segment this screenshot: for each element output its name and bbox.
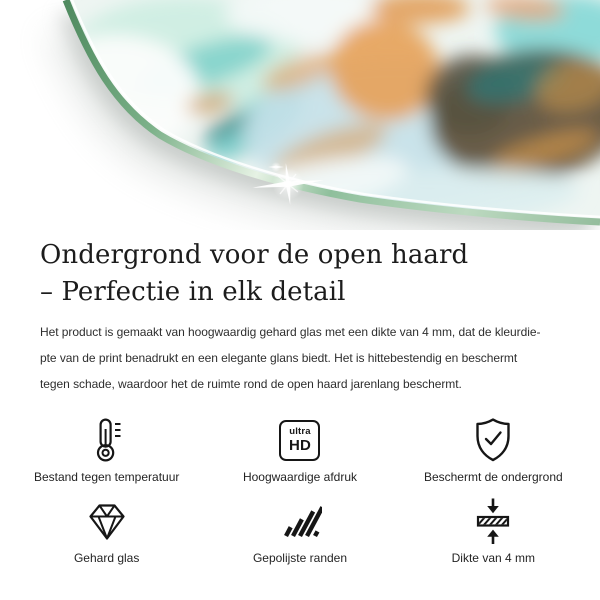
feature-grid bbox=[10, 417, 590, 565]
feature-label: Hoogwaardige afdruk bbox=[242, 470, 358, 484]
feature-protects-surface bbox=[397, 417, 590, 484]
polished-edges-icon bbox=[278, 498, 322, 544]
ultra-hd-icon-text-top: ultra bbox=[289, 426, 311, 438]
feature-label: Bestand tegen temperatuur bbox=[33, 470, 180, 484]
page-title-line-2: – Perfectie in elk detail bbox=[40, 277, 346, 307]
ultra-hd-icon-text-bottom: HD bbox=[288, 436, 312, 454]
description-line: tegen schade, waardoor het de ruimte rond de open haard jarenlang beschermt. bbox=[40, 377, 462, 391]
feature-label: Gepolijste randen bbox=[252, 551, 348, 565]
feature-label: Dikte van 4 mm bbox=[451, 551, 535, 565]
description-line: pte van de print benadrukt en een elegante glans biedt. Het is hittebestendig en beschermt bbox=[40, 351, 518, 365]
ultra-hd-icon bbox=[279, 417, 320, 463]
page-title-line-1: Ondergrond voor de open haard bbox=[40, 240, 469, 270]
product-description-section bbox=[0, 237, 600, 565]
thermometer-icon bbox=[91, 417, 123, 463]
page-title bbox=[40, 237, 560, 311]
product-description bbox=[40, 319, 560, 397]
thickness-icon bbox=[473, 498, 513, 544]
glass-panel-illustration bbox=[0, 0, 600, 230]
diamond-icon bbox=[83, 498, 131, 544]
product-hero-image bbox=[0, 0, 600, 230]
feature-polished-edges bbox=[203, 498, 396, 565]
feature-label: Gehard glas bbox=[73, 551, 140, 565]
feature-thickness bbox=[397, 498, 590, 565]
feature-temperature-resistant bbox=[10, 417, 203, 484]
shield-check-icon bbox=[473, 417, 513, 463]
feature-tempered-glass bbox=[10, 498, 203, 565]
feature-label: Beschermt de ondergrond bbox=[423, 470, 563, 484]
description-line: Het product is gemaakt van hoogwaardig gehard glas met een dikte van 4 mm, dat de kleurdie- bbox=[40, 325, 541, 339]
feature-high-quality-print bbox=[203, 417, 396, 484]
